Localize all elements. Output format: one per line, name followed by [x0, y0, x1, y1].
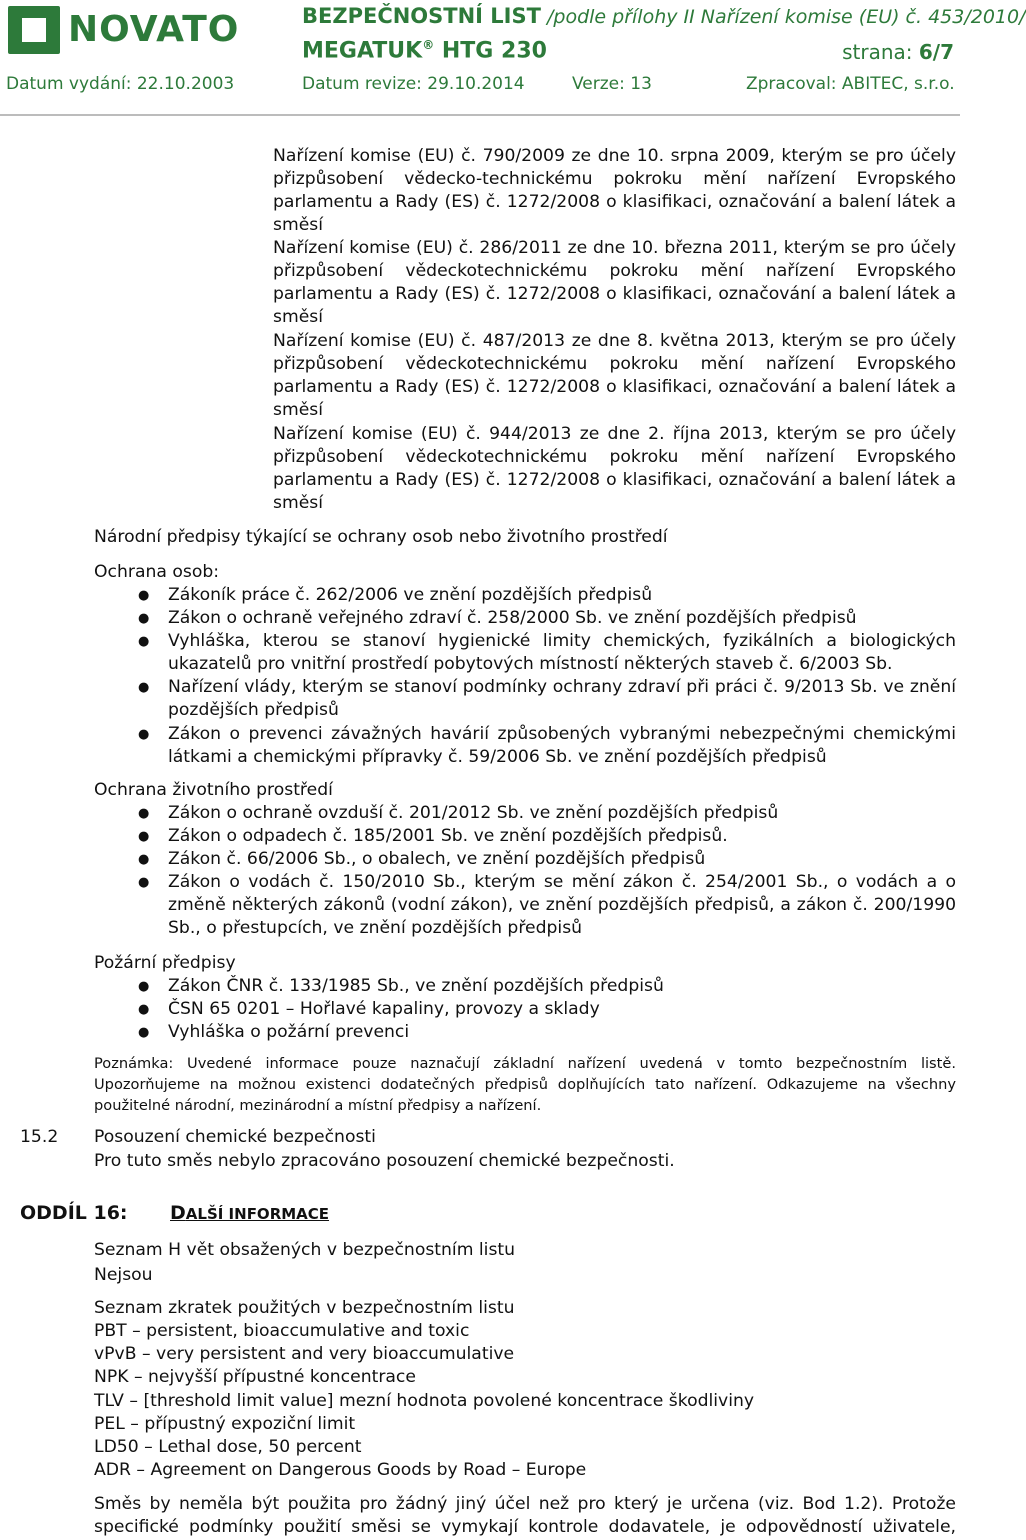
section-number: 15.2	[20, 1127, 59, 1147]
fire-regulations-list	[94, 975, 956, 1044]
list-item-text: Zákon č. 66/2006 Sb., o obalech, ve znění pozdějších předpisů	[168, 849, 706, 870]
h-phrases-heading: Seznam H vět obsažených v bezpečnostním listu	[94, 1240, 516, 1260]
list-item-text: ČSN 65 0201 – Hořlavé kapaliny, provozy a sklady	[168, 999, 600, 1020]
list-item-text: Zákon o prevenci závažných havárií způsobených vybranými nebezpečnými chemickými látkami a chemickými přípravky č. 59/2006 Sb. ve znění pozdějších předpisů	[168, 723, 956, 767]
list-item	[94, 975, 956, 998]
list-item	[94, 630, 956, 676]
list-item-text: Zákon o odpadech č. 185/2001 Sb. ve znění pozdějších předpisů.	[168, 826, 728, 847]
closing-paragraph: Směs by neměla být použita pro žádný jiný účel než pro který je určena (viz. Bod 1.2). Protože specifické podmínky použití směsi se vymykají kontrole dodavatele, je odpovědností uživatele,	[94, 1494, 956, 1538]
bullet-icon: ●	[138, 680, 150, 696]
fire-regulations-heading: Požární předpisy	[94, 953, 236, 973]
regulation-paragraph: Nařízení komise (EU) č. 487/2013 ze dne 8. května 2013, kterým se pro účely přizpůsobení vědeckotechnickému pokroku mění nařízení Evropského parlamentu a Rady (ES) č. 1272/2008 o klasifikaci, označování a balení látek a směsí	[273, 331, 956, 421]
regulation-paragraph: Nařízení komise (EU) č. 286/2011 ze dne 10. března 2011, kterým se pro účely přizpůsobení vědeckotechnickému pokroku mění nařízení Evropského parlamentu a Rady (ES) č. 1272/2008 o klasifikaci, označování a balení látek a směsí	[273, 238, 956, 328]
section-title-rest: ALŠÍ INFORMACE	[185, 1205, 330, 1223]
list-item: NPK – nejvyšší přípustné koncentrace	[94, 1367, 416, 1388]
list-item: TLV – [threshold limit value] mezní hodnota povolené koncentrace škodliviny	[94, 1390, 755, 1411]
bullet-icon: ●	[138, 829, 150, 845]
bullet-icon: ●	[138, 979, 150, 994]
bullet-icon: ●	[138, 611, 150, 627]
list-item-text: Zákon ČNR č. 133/1985 Sb., ve znění pozdějších předpisů	[168, 976, 664, 996]
bullet-icon: ●	[138, 806, 150, 821]
section-text: Pro tuto směs nebylo zpracováno posouzení chemické bezpečnosti.	[94, 1151, 675, 1171]
revision-date: Datum revize: 29.10.2014	[302, 74, 525, 94]
national-regulations-heading: Národní předpisy týkající se ochrany osob nebo životního prostředí	[94, 527, 668, 547]
environment-protection-heading: Ochrana životního prostředí	[94, 780, 333, 800]
issue-date: Datum vydání: 22.10.2003	[6, 74, 235, 94]
section-16-heading	[20, 1202, 330, 1224]
page-header	[0, 0, 1026, 118]
list-item-text: Nařízení vlády, kterým se stanoví podmínky ochrany zdraví při práci č. 9/2013 Sb. ve znění pozdějších předpisů	[168, 677, 956, 721]
list-item	[94, 723, 956, 769]
list-item	[94, 998, 956, 1021]
product-name-main: MEGATUK	[302, 38, 423, 64]
abbreviations-list	[94, 1320, 956, 1482]
list-item	[94, 584, 956, 607]
regulations-note: Poznámka: Uvedené informace pouze naznačují základní nařízení uvedená v tomto bezpečnostním listě. Upozorňujeme na možnou existenci dodatečných předpisů doplňujících tato nařízení. Odkazujeme na všechny použitelné národní, mezinárodní a místní předpisy a nařízení.	[94, 1055, 956, 1114]
product-name-suffix: HTG 230	[434, 38, 547, 64]
list-item-text: Vyhláška o požární prevenci	[168, 1022, 410, 1043]
bullet-icon: ●	[138, 634, 150, 650]
registered-mark: ®	[422, 38, 435, 52]
novato-logo	[8, 6, 286, 54]
list-item: PBT – persistent, bioaccumulative and toxic	[94, 1321, 470, 1341]
section-title-initial: D	[170, 1202, 186, 1224]
bullet-icon: ●	[138, 852, 150, 868]
persons-protection-heading: Ochrana osob:	[94, 562, 220, 582]
bullet-icon: ●	[138, 875, 150, 891]
section-title: Posouzení chemické bezpečnosti	[94, 1127, 376, 1147]
list-item-text: Zákon o vodách č. 150/2010 Sb., kterým se mění zákon č. 254/2001 Sb., o vodách a o změně některých zákonů (vodní zákon), ve znění pozdějších předpisů, a zákon č. 200/1990 Sb., o přestupcích, ve znění pozdějších předpisů	[168, 872, 956, 939]
logo-mark-icon	[8, 6, 60, 54]
header-divider	[0, 114, 960, 116]
regulation-paragraph: Nařízení komise (EU) č. 944/2013 ze dne 2. října 2013, kterým se pro účely přizpůsobení vědeckotechnickému pokroku mění nařízení Evropského parlamentu a Rady (ES) č. 1272/2008 o klasifikaci, označování a balení látek a směsí	[273, 424, 956, 514]
document-title	[302, 4, 1026, 28]
list-item-text: Vyhláška, kterou se stanoví hygienické limity chemických, fyzikálních a biologických ukazatelů pro vnitřní prostředí pobytových místností některých staveb č. 6/2003 Sb.	[168, 631, 956, 675]
abbreviations-heading: Seznam zkratek použitých v bezpečnostním listu	[94, 1298, 515, 1318]
list-item: LD50 – Lethal dose, 50 percent	[94, 1437, 362, 1458]
logo-text: NOVATO	[68, 9, 240, 50]
list-item: vPvB – very persistent and very bioaccumulative	[94, 1344, 515, 1365]
page-number	[842, 40, 954, 64]
list-item	[94, 676, 956, 722]
bullet-icon: ●	[138, 588, 150, 603]
list-item	[94, 802, 956, 825]
prepared-by: Zpracoval: ABITEC, s.r.o.	[746, 74, 955, 94]
list-item	[94, 607, 956, 630]
bullet-icon: ●	[138, 1025, 150, 1041]
section-label: ODDÍL 16:	[20, 1202, 128, 1224]
environment-protection-list	[94, 802, 956, 941]
list-item-text: Zákoník práce č. 262/2006 ve znění pozdějších předpisů	[168, 585, 653, 605]
version: Verze: 13	[572, 74, 652, 94]
list-item: ADR – Agreement on Dangerous Goods by Road – Europe	[94, 1460, 587, 1481]
list-item	[94, 848, 956, 871]
page-number-value: 6/7	[918, 40, 954, 64]
list-item-text: Zákon o ochraně ovzduší č. 201/2012 Sb. ve znění pozdějších předpisů	[168, 803, 779, 823]
document-title-regulation: /podle přílohy II Nařízení komise (EU) č. 453/2010/	[540, 6, 1026, 28]
regulation-paragraph: Nařízení komise (EU) č. 790/2009 ze dne 10. srpna 2009, kterým se pro účely přizpůsobení vědecko-technickému pokroku mění nařízení Evropského parlamentu a Rady (ES) č. 1272/2008 o klasifikaci, označování a balení látek a směsí	[273, 146, 956, 236]
h-phrases-value: Nejsou	[94, 1265, 153, 1285]
page-number-label: strana:	[842, 40, 919, 64]
document-title-main: BEZPEČNOSTNÍ LIST	[302, 4, 541, 28]
product-name	[302, 38, 547, 63]
section-16-title	[170, 1202, 329, 1224]
list-item: PEL – přípustný expoziční limit	[94, 1413, 356, 1434]
bullet-icon: ●	[138, 1002, 150, 1018]
list-item	[94, 871, 956, 940]
list-item-text: Zákon o ochraně veřejného zdraví č. 258/2000 Sb. ve znění pozdějších předpisů	[168, 608, 857, 629]
list-item	[94, 825, 956, 848]
persons-protection-list	[94, 584, 956, 769]
list-item	[94, 1021, 956, 1044]
bullet-icon: ●	[138, 726, 150, 742]
